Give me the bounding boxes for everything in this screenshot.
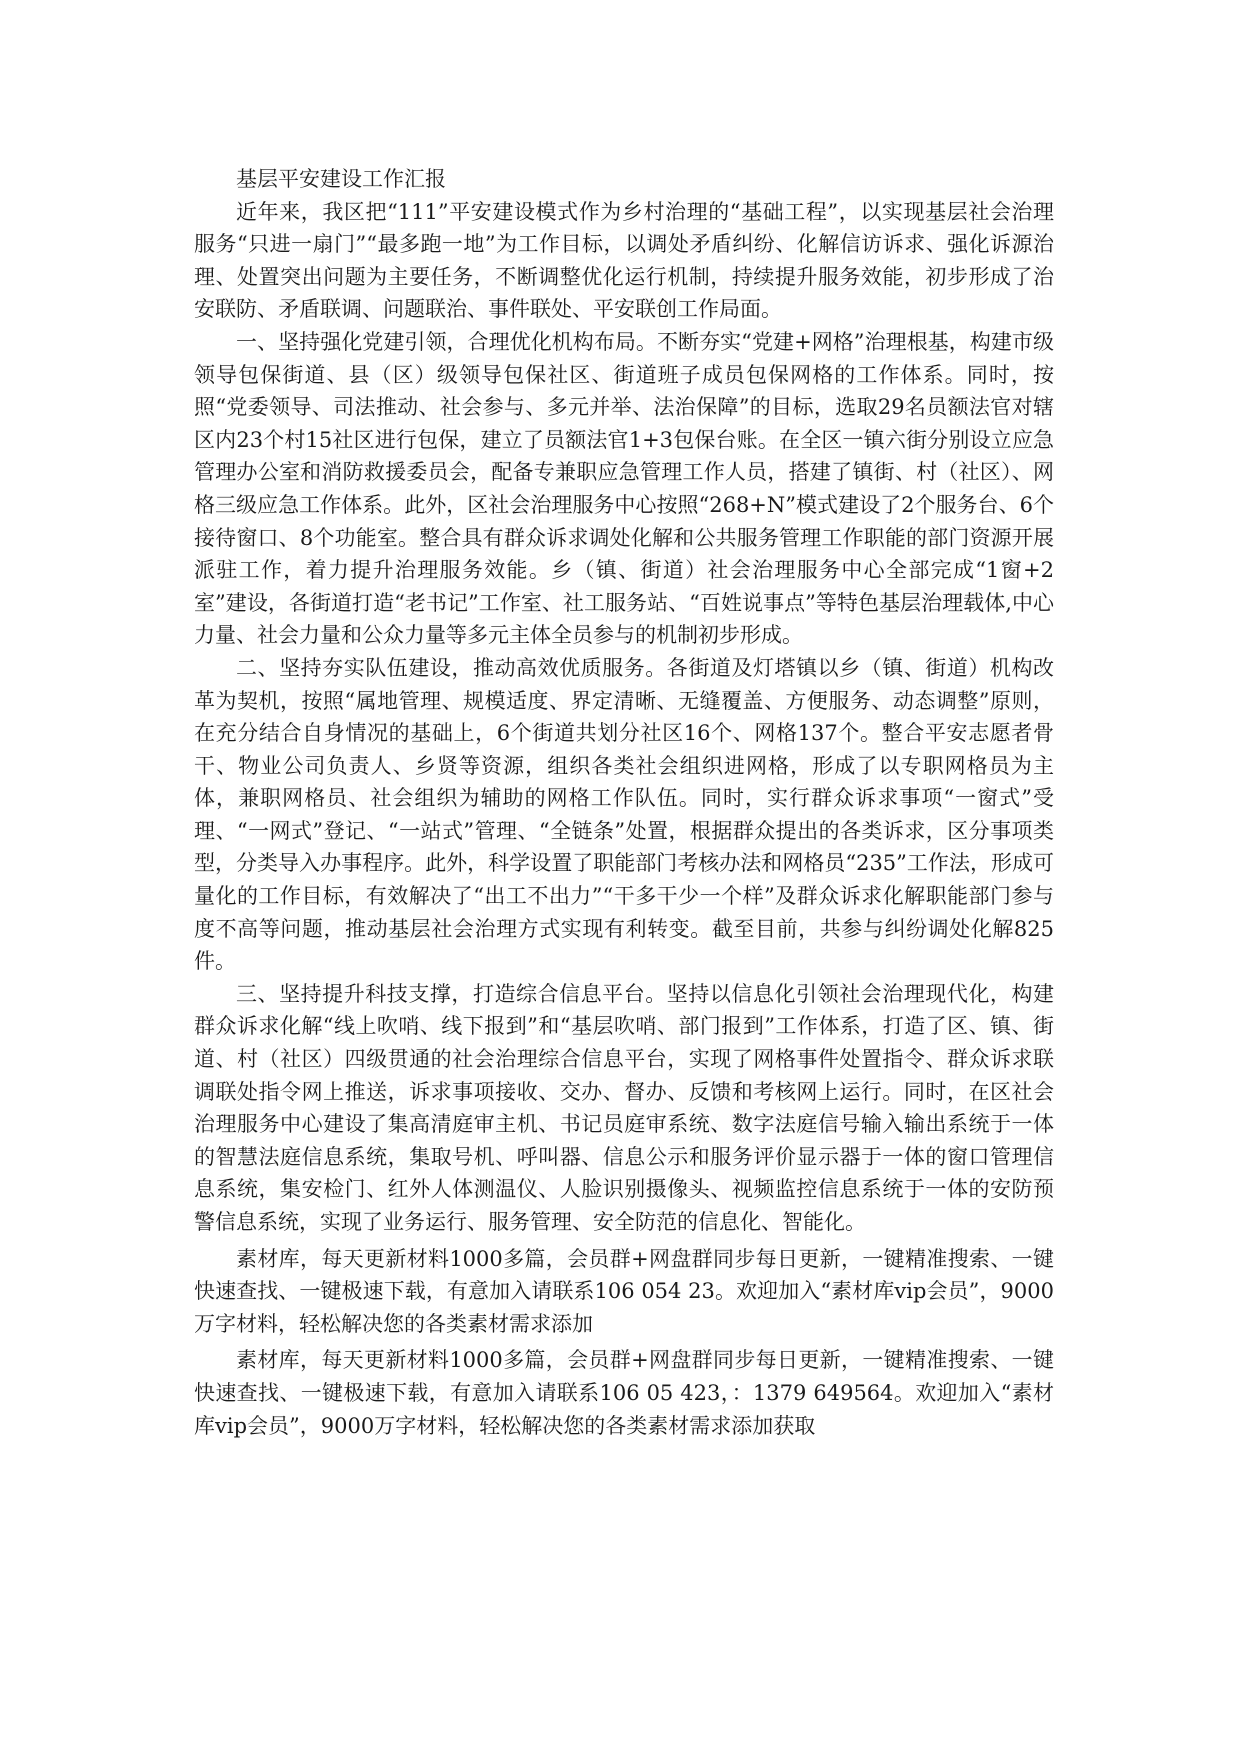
paragraph-promo-2: 素材库，每天更新材料1000多篇，会员群+网盘群同步每日更新，一键精准搜索、一键快速查找、一键极速下载，有意加入请联系106 05 423，：1379 649564。欢迎加入“素材库vip会员”，9000万字材料，轻松解决您的各类素材需求添加获取: [194, 1348, 1054, 1438]
paragraph-section-1: 一、坚持强化党建引领，合理优化机构布局。不断夯实“党建+网格”治理根基，构建市级领导包保街道、县（区）级领导包保社区、街道班子成员包保网格的工作体系。同时，按照“党委领导、司法推动、社会参与、多元并举、法治保障”的目标，选取29名员额法官对辖区内23个村15社区进行包保，建立了员额法官1+3包保台账。在全区一镇六街分别设立应急管理办公室和消防救援委员会，配备专兼职应急管理工作人员，搭建了镇街、村（社区）、网格三级应急工作体系。此外，区社会治理服务中心按照“268+N”模式建设了2个服务台、6个接待窗口、8个功能室。整合具有群众诉求调处化解和公共服务管理工作职能的部门资源开展派驻工作，着力提升治理服务效能。乡（镇、街道）社会治理服务中心全部完成“1窗+2室”建设，各街道打造“老书记”工作室、社工服务站、“百姓说事点”等特色基层治理载体,中心力量、社会力量和公众力量等多元主体全员参与的机制初步形成。: [194, 329, 1054, 648]
paragraph-promo-1: 素材库，每天更新材料1000多篇，会员群+网盘群同步每日更新，一键精准搜索、一键快速查找、一键极速下载，有意加入请联系106 054 23。欢迎加入“素材库vip会员”，9000万字材料，轻松解决您的各类素材需求添加: [194, 1246, 1054, 1336]
document-page: [194, 163, 1054, 1442]
paragraph-intro: 近年来，我区把“111”平安建设模式作为乡村治理的“基础工程”，以实现基层社会治理服务“只进一扇门”“最多跑一地”为工作目标，以调处矛盾纠纷、化解信访诉求、强化诉源治理、处置突出问题为主要任务，不断调整优化运行机制，持续提升服务效能，初步形成了治安联防、矛盾联调、问题联治、事件联处、平安联创工作局面。: [194, 199, 1054, 322]
paragraph-section-3: 三、坚持提升科技支撑，打造综合信息平台。坚持以信息化引领社会治理现代化，构建群众诉求化解“线上吹哨、线下报到”和“基层吹哨、部门报到”工作体系，打造了区、镇、街道、村（社区）四级贯通的社会治理综合信息平台，实现了网格事件处置指令、群众诉求联调联处指令网上推送，诉求事项接收、交办、督办、反馈和考核网上运行。同时，在区社会治理服务中心建设了集高清庭审主机、书记员庭审系统、数字法庭信号输入输出系统于一体的智慧法庭信息系统，集取号机、呼叫器、信息公示和服务评价显示器于一体的窗口管理信息系统，集安检门、红外人体测温仪、人脸识别摄像头、视频监控信息系统于一体的安防预警信息系统，实现了业务运行、服务管理、安全防范的信息化、智能化。: [194, 981, 1054, 1234]
paragraph-section-2: 二、坚持夯实队伍建设，推动高效优质服务。各街道及灯塔镇以乡（镇、街道）机构改革为契机，按照“属地管理、规模适度、界定清晰、无缝覆盖、方便服务、动态调整”原则，在充分结合自身情况的基础上，6个街道共划分社区16个、网格137个。整合平安志愿者骨干、物业公司负责人、乡贤等资源，组织各类社会组织进网格，形成了以专职网格员为主体，兼职网格员、社会组织为辅助的网格工作队伍。同时，实行群众诉求事项“一窗式”受理、“一网式”登记、“一站式”管理、“全链条”处置，根据群众提出的各类诉求，区分事项类型，分类导入办事程序。此外，科学设置了职能部门考核办法和网格员“235”工作法，形成可量化的工作目标，有效解决了“出工不出力”“干多干少一个样”及群众诉求化解职能部门参与度不高等问题，推动基层社会治理方式实现有利转变。截至目前，共参与纠纷调处化解825件。: [194, 655, 1054, 974]
document-title: 基层平安建设工作汇报: [236, 167, 446, 191]
